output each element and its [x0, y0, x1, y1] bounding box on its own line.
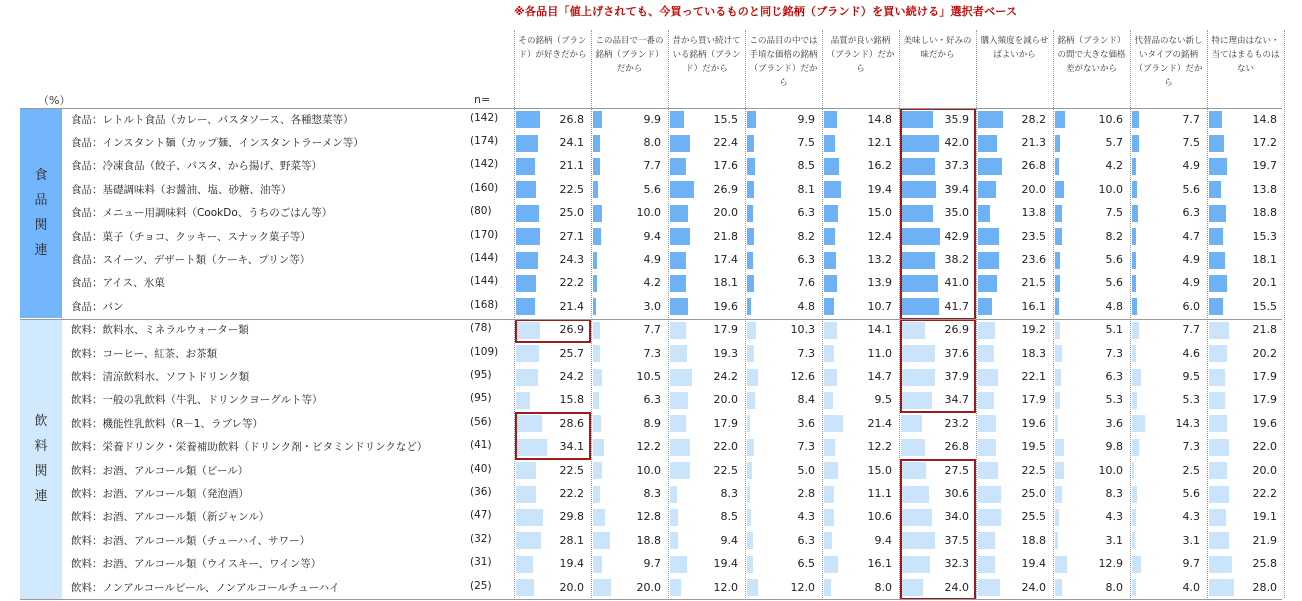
data-label: 7.3	[643, 346, 661, 360]
data-label: 21.4	[559, 299, 584, 313]
data-label: 7.5	[797, 135, 815, 149]
group-label-food	[20, 109, 62, 319]
data-label: 19.4	[559, 557, 584, 571]
data-label: 19.6	[1252, 416, 1277, 430]
data-label: 25.0	[1021, 486, 1046, 500]
data-label: 16.2	[867, 159, 892, 173]
data-label: 25.7	[559, 346, 584, 360]
data-label: 4.3	[1182, 510, 1200, 524]
data-label: 22.2	[559, 486, 584, 500]
data-label: 21.3	[1021, 135, 1046, 149]
data-label: 18.8	[1252, 206, 1277, 220]
base-note: ※各品目「値上げされても、今買っているものと同じ銘柄（ブランド）を買い続ける」選択者ベース	[514, 5, 1018, 18]
data-label: 37.3	[944, 159, 969, 173]
data-label: 7.6	[797, 276, 815, 290]
data-label: 11.1	[867, 486, 892, 500]
group-rule	[20, 319, 1282, 320]
n-header: n=	[474, 93, 491, 106]
data-label: 6.3	[1182, 206, 1200, 220]
row-label: 飲料：一般の乳飲料（牛乳、ドリンクヨーグルト等）	[71, 394, 323, 407]
data-label: 4.3	[1105, 510, 1123, 524]
row-n: (25)	[470, 579, 492, 592]
data-label: 5.6	[1182, 486, 1200, 500]
row-n: (142)	[470, 158, 499, 171]
data-label: 21.5	[1021, 276, 1046, 290]
data-label: 19.4	[867, 182, 892, 196]
data-label: 9.7	[1182, 557, 1200, 571]
data-label: 8.0	[874, 580, 892, 594]
data-label: 38.2	[944, 252, 969, 266]
data-label: 7.5	[1105, 206, 1123, 220]
data-label: 10.3	[790, 323, 815, 337]
data-label: 19.3	[713, 346, 738, 360]
data-label: 7.7	[1182, 323, 1200, 337]
data-label: 17.9	[1252, 369, 1277, 383]
data-label: 14.7	[867, 369, 892, 383]
row-label: 飲料：機能性乳飲料（R－1、ラブレ等）	[71, 417, 264, 430]
data-label: 14.8	[867, 112, 892, 126]
data-label: 11.0	[867, 346, 892, 360]
data-label: 15.3	[1252, 229, 1277, 243]
data-label: 10.7	[867, 299, 892, 313]
data-label: 6.0	[1182, 299, 1200, 313]
data-label: 7.3	[797, 346, 815, 360]
data-label: 3.6	[797, 416, 815, 430]
data-label: 22.5	[559, 182, 584, 196]
row-n: (47)	[470, 509, 492, 522]
data-label: 42.0	[944, 135, 969, 149]
data-label: 27.1	[559, 229, 584, 243]
data-label: 17.9	[1021, 393, 1046, 407]
data-label: 26.9	[713, 182, 738, 196]
data-label: 9.8	[1105, 440, 1123, 454]
highlight-box	[900, 108, 976, 320]
data-label: 8.3	[1105, 486, 1123, 500]
data-label: 26.8	[944, 440, 969, 454]
data-label: 15.8	[559, 393, 584, 407]
data-label: 7.5	[1182, 135, 1200, 149]
bottom-rule	[20, 599, 1282, 600]
data-label: 22.5	[713, 463, 738, 477]
column-header: この品目で一番の銘柄（ブランド）だから	[595, 36, 664, 74]
data-label: 28.0	[1252, 580, 1277, 594]
data-label: 15.5	[713, 112, 738, 126]
data-label: 28.1	[559, 533, 584, 547]
data-label: 23.5	[1021, 229, 1046, 243]
data-label: 27.5	[944, 463, 969, 477]
row-n: (95)	[470, 368, 492, 381]
data-label: 13.8	[1252, 182, 1277, 196]
data-label: 4.7	[1182, 229, 1200, 243]
data-label: 24.1	[559, 135, 584, 149]
data-label: 15.0	[867, 206, 892, 220]
data-label: 15.5	[1252, 299, 1277, 313]
data-label: 7.7	[1182, 112, 1200, 126]
row-n: (78)	[470, 322, 492, 335]
row-n: (174)	[470, 134, 499, 147]
data-label: 24.2	[713, 369, 738, 383]
data-label: 10.0	[636, 206, 661, 220]
data-label: 2.5	[1182, 463, 1200, 477]
data-label: 12.2	[636, 440, 661, 454]
data-label: 24.2	[559, 369, 584, 383]
row-n: (32)	[470, 532, 492, 545]
data-label: 17.2	[1252, 135, 1277, 149]
row-label: 飲料：お酒、アルコール類（発泡酒）	[71, 487, 249, 500]
data-label: 14.1	[867, 323, 892, 337]
data-label: 23.2	[944, 416, 969, 430]
row-label: 飲料：ノンアルコールビール、ノンアルコールチューハイ	[71, 581, 340, 594]
data-label: 16.1	[867, 557, 892, 571]
data-label: 37.9	[944, 369, 969, 383]
data-label: 21.8	[713, 229, 738, 243]
highlight-box	[900, 319, 976, 414]
data-label: 12.1	[867, 135, 892, 149]
column-header: 美味しい・好みの味だから	[903, 36, 972, 60]
row-label: 食品：メニュー用調味料（CookDo、うちのごはん等）	[71, 207, 333, 220]
data-label: 4.9	[1182, 276, 1200, 290]
data-label: 28.2	[1021, 112, 1046, 126]
data-label: 29.8	[559, 510, 584, 524]
data-label: 26.9	[944, 323, 969, 337]
data-label: 3.6	[1105, 416, 1123, 430]
data-label: 17.9	[1252, 393, 1277, 407]
data-label: 4.8	[797, 299, 815, 313]
row-n: (109)	[470, 345, 499, 358]
row-label: 食品：基礎調味料（お醤油、塩、砂糖、油等）	[71, 183, 292, 196]
data-label: 4.3	[797, 510, 815, 524]
data-label: 8.3	[720, 486, 738, 500]
data-label: 8.5	[720, 510, 738, 524]
data-label: 2.8	[797, 486, 815, 500]
row-label: 食品：パン	[71, 300, 124, 313]
column-header: 銘柄（ブランド）の間で大きな価格差がないから	[1057, 36, 1126, 74]
data-label: 24.3	[559, 252, 584, 266]
data-label: 20.0	[1021, 182, 1046, 196]
data-label: 25.5	[1021, 510, 1046, 524]
data-label: 3.1	[1105, 533, 1123, 547]
group-label-char: 関	[34, 463, 48, 479]
data-label: 7.7	[643, 323, 661, 337]
data-label: 19.6	[1021, 416, 1046, 430]
data-label: 8.0	[643, 135, 661, 149]
data-label: 7.7	[643, 159, 661, 173]
row-label: 食品：アイス、氷菓	[71, 277, 165, 290]
data-label: 12.8	[636, 510, 661, 524]
data-label: 12.6	[790, 369, 815, 383]
data-label: 9.4	[874, 533, 892, 547]
column-header: 特に理由はない・当てはまるものはない	[1211, 36, 1280, 74]
data-label: 10.6	[867, 510, 892, 524]
data-label: 42.9	[944, 229, 969, 243]
data-label: 4.0	[1182, 580, 1200, 594]
column-header: 購入頻度を減らせばよいから	[980, 36, 1049, 60]
data-label: 37.6	[944, 346, 969, 360]
data-label: 22.0	[1252, 440, 1277, 454]
row-n: (168)	[470, 298, 499, 311]
data-label: 5.0	[797, 463, 815, 477]
data-label: 12.4	[867, 229, 892, 243]
group-label-char: 連	[34, 488, 48, 504]
data-label: 12.0	[713, 580, 738, 594]
data-label: 5.6	[1182, 182, 1200, 196]
row-n: (160)	[470, 181, 499, 194]
data-label: 32.3	[944, 557, 969, 571]
data-label: 4.2	[643, 276, 661, 290]
data-label: 19.7	[1252, 159, 1277, 173]
row-label: 飲料：お酒、アルコール類（ビール）	[71, 464, 249, 477]
data-label: 6.3	[797, 206, 815, 220]
data-label: 13.9	[867, 276, 892, 290]
row-label: 食品：インスタント麺（カップ麺、インスタントラーメン等）	[71, 136, 364, 149]
highlight-box	[515, 412, 591, 460]
group-label-char: 連	[34, 243, 48, 259]
data-label: 21.9	[1252, 533, 1277, 547]
data-label: 9.9	[797, 112, 815, 126]
data-label: 26.8	[1021, 159, 1046, 173]
data-label: 13.2	[867, 252, 892, 266]
data-label: 39.4	[944, 182, 969, 196]
row-n: (170)	[470, 228, 499, 241]
data-label: 24.0	[944, 580, 969, 594]
data-label: 20.0	[713, 206, 738, 220]
data-label: 9.9	[643, 112, 661, 126]
data-label: 8.9	[643, 416, 661, 430]
data-label: 9.4	[643, 229, 661, 243]
row-n: (36)	[470, 485, 492, 498]
data-label: 10.0	[1098, 463, 1123, 477]
highlight-box	[900, 459, 976, 600]
data-label: 20.0	[559, 580, 584, 594]
data-label: 5.6	[1105, 252, 1123, 266]
data-label: 5.3	[1182, 393, 1200, 407]
group-label-drink	[20, 319, 62, 599]
row-label: 飲料：清涼飲料水、ソフトドリンク類	[71, 370, 250, 383]
data-label: 35.0	[944, 206, 969, 220]
data-label: 19.4	[1021, 557, 1046, 571]
data-label: 7.3	[1182, 440, 1200, 454]
data-label: 4.6	[1182, 346, 1200, 360]
data-label: 10.0	[636, 463, 661, 477]
data-label: 6.3	[797, 252, 815, 266]
data-label: 8.3	[643, 486, 661, 500]
data-label: 20.1	[1252, 276, 1277, 290]
data-label: 17.4	[713, 252, 738, 266]
unit-label: （%）	[38, 94, 71, 107]
data-label: 4.9	[1182, 159, 1200, 173]
data-label: 3.1	[1182, 533, 1200, 547]
row-label: 食品：冷凍食品（餃子、パスタ、から揚げ、野菜等）	[71, 160, 322, 173]
data-label: 18.8	[1021, 533, 1046, 547]
data-label: 8.4	[797, 393, 815, 407]
data-label: 17.6	[713, 159, 738, 173]
data-label: 6.5	[797, 557, 815, 571]
data-label: 8.1	[797, 182, 815, 196]
data-label: 18.8	[636, 533, 661, 547]
data-label: 21.4	[867, 416, 892, 430]
data-label: 14.3	[1175, 416, 1200, 430]
data-label: 26.9	[559, 323, 584, 337]
data-label: 8.2	[797, 229, 815, 243]
data-label: 21.8	[1252, 323, 1277, 337]
row-n: (40)	[470, 462, 492, 475]
group-label-char: 食	[34, 168, 48, 184]
group-label-char: 関	[34, 218, 48, 234]
data-label: 6.3	[797, 533, 815, 547]
data-label: 13.8	[1021, 206, 1046, 220]
data-label: 6.3	[1105, 369, 1123, 383]
data-label: 41.0	[944, 276, 969, 290]
data-label: 16.1	[1021, 299, 1046, 313]
group-label-char: 料	[34, 438, 48, 454]
highlight-box	[515, 319, 591, 343]
header-rule	[20, 108, 1282, 109]
data-label: 9.5	[874, 393, 892, 407]
data-label: 12.2	[867, 440, 892, 454]
data-label: 8.0	[1105, 580, 1123, 594]
row-label: 飲料：お酒、アルコール類（新ジャンル）	[71, 511, 270, 524]
data-label: 23.6	[1021, 252, 1046, 266]
data-label: 4.9	[643, 252, 661, 266]
data-label: 12.9	[1098, 557, 1123, 571]
data-label: 22.0	[713, 440, 738, 454]
data-label: 10.0	[1098, 182, 1123, 196]
data-label: 24.0	[1021, 580, 1046, 594]
data-label: 18.1	[1252, 252, 1277, 266]
data-label: 10.5	[636, 369, 661, 383]
data-label: 34.7	[944, 393, 969, 407]
data-label: 19.1	[1252, 510, 1277, 524]
row-label: 食品：スイーツ、デザート類（ケーキ、プリン等）	[71, 253, 311, 266]
data-label: 15.0	[867, 463, 892, 477]
data-label: 4.8	[1105, 299, 1123, 313]
data-label: 19.4	[713, 557, 738, 571]
column-header: 代替品のない新しいタイプの銘柄（ブランド）だから	[1134, 36, 1203, 88]
column-header: その銘柄（ブランド）が好きだから	[518, 36, 587, 60]
row-label: 飲料：お酒、アルコール類（チューハイ、サワー）	[71, 534, 311, 547]
column-header: 昔から買い続けている銘柄（ブランド）だから	[672, 36, 741, 74]
column-divider	[1284, 30, 1285, 598]
row-n: (144)	[470, 275, 499, 288]
data-label: 20.0	[636, 580, 661, 594]
data-label: 7.3	[1105, 346, 1123, 360]
data-label: 19.5	[1021, 440, 1046, 454]
data-label: 30.6	[944, 486, 969, 500]
row-label: 飲料：お酒、アルコール類（ウイスキー、ワイン等）	[71, 558, 322, 571]
data-label: 8.5	[797, 159, 815, 173]
data-label: 17.9	[713, 323, 738, 337]
data-label: 4.9	[1182, 252, 1200, 266]
data-label: 25.8	[1252, 557, 1277, 571]
column-header: この品目の中では手頃な価格の銘柄（ブランド）だから	[749, 36, 818, 88]
data-label: 20.0	[713, 393, 738, 407]
data-label: 9.4	[720, 533, 738, 547]
data-label: 5.3	[1105, 393, 1123, 407]
data-label: 9.7	[643, 557, 661, 571]
group-label-char: 飲	[34, 413, 48, 429]
data-label: 22.5	[1021, 463, 1046, 477]
row-n: (56)	[470, 415, 492, 428]
data-label: 20.2	[1252, 346, 1277, 360]
data-label: 34.0	[944, 510, 969, 524]
data-label: 25.0	[559, 206, 584, 220]
data-label: 5.6	[1105, 276, 1123, 290]
row-label: 食品：レトルト食品（カレー、パスタソース、各種惣菜等）	[71, 113, 354, 126]
data-label: 19.6	[713, 299, 738, 313]
data-label: 12.0	[790, 580, 815, 594]
data-label: 7.3	[797, 440, 815, 454]
data-label: 34.1	[559, 440, 584, 454]
data-label: 41.7	[944, 299, 969, 313]
data-label: 18.1	[713, 276, 738, 290]
data-label: 22.4	[713, 135, 738, 149]
data-label: 8.2	[1105, 229, 1123, 243]
data-label: 37.5	[944, 533, 969, 547]
data-label: 22.5	[559, 463, 584, 477]
row-n: (142)	[470, 111, 499, 124]
data-label: 5.6	[643, 182, 661, 196]
data-label: 5.1	[1105, 323, 1123, 337]
data-label: 35.9	[944, 112, 969, 126]
data-label: 17.9	[713, 416, 738, 430]
row-n: (31)	[470, 556, 492, 569]
data-label: 5.7	[1105, 135, 1123, 149]
data-label: 21.1	[559, 159, 584, 173]
data-label: 6.3	[643, 393, 661, 407]
data-label: 22.2	[1252, 486, 1277, 500]
data-label: 10.6	[1098, 112, 1123, 126]
data-label: 19.2	[1021, 323, 1046, 337]
row-n: (80)	[470, 205, 492, 218]
data-label: 9.5	[1182, 369, 1200, 383]
data-label: 18.3	[1021, 346, 1046, 360]
column-header: 品質が良い銘柄（ブランド）だから	[826, 36, 895, 74]
row-label: 飲料：栄養ドリンク・栄養補助飲料（ドリンク剤・ビタミンドリンクなど）	[71, 441, 428, 454]
data-label: 22.1	[1021, 369, 1046, 383]
data-label: 4.2	[1105, 159, 1123, 173]
row-n: (41)	[470, 439, 492, 452]
data-label: 26.8	[559, 112, 584, 126]
row-n: (144)	[470, 251, 499, 264]
data-label: 28.6	[559, 416, 584, 430]
row-n: (95)	[470, 392, 492, 405]
group-label-char: 品	[34, 193, 48, 209]
data-label: 3.0	[643, 299, 661, 313]
row-label: 食品：菓子（チョコ、クッキー、スナック菓子等）	[71, 230, 311, 243]
data-label: 14.8	[1252, 112, 1277, 126]
data-label: 22.2	[559, 276, 584, 290]
row-label: 飲料：飲料水、ミネラルウォーター類	[71, 324, 249, 337]
row-label: 飲料：コーヒー、紅茶、お茶類	[71, 347, 218, 360]
data-label: 20.0	[1252, 463, 1277, 477]
